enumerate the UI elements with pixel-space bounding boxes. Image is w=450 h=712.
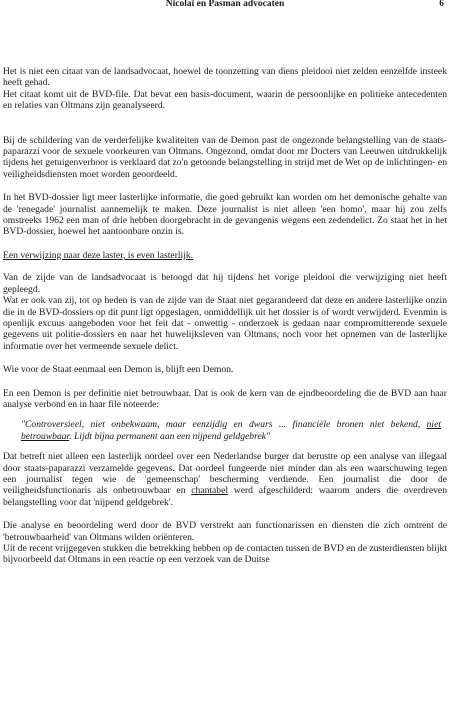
paragraph-5: Van de zijde van de landsadvocaat is betoogd dat hij tijdens het vorige pleidooi die verwijziging niet heeft gepleegd. [3, 272, 447, 295]
spacer [3, 410, 447, 419]
spacer [3, 180, 447, 192]
block-quote [3, 419, 447, 442]
paragraph-3: Bij de schildering van de verderfelijke kwaliteiten van de Demon past de ongezonde belangstelling van de staats-paparazzi voor de sexuele voorkeuren van Oltmans. Ongezond, omdat door mr Docters van Leeuwen uitdrukkelijk tijdens het getuigenverhoor is verklaard dat zo'n getoonde belangstelling in strijd met de Wet op de inlichtingen- en veiligheidsdiensten moet worden geoordeeld. [3, 134, 447, 180]
paragraph-9 [3, 451, 447, 508]
spacer [3, 238, 447, 250]
spacer [3, 442, 447, 451]
section-heading: Een verwijzing naar deze laster, is even lasterlijk. [3, 249, 194, 261]
paragraph-8: En een Demon is per definitie niet betrouwbaar. Dat is ook de kern van de ejndbeoordeling die de BVD aan haar analyse verbond en in haar file noteerde: [3, 387, 447, 410]
paragraph-1: Het is niet een citaat van de landsadvocaat, hoewel de toonzetting van diens pleidooi niet zelden eenzelfde insteek heeft gehad. [3, 66, 447, 89]
p9-text-1: Dat betreft niet alleen een lasterlijk oordeel over een Nederlandse burger dat berustte op een analyse van illegaal door staats-paparazzi verzamelde gegevens. Dat oordeel fungeerde niet minder dan als een waarschuwing tegen een journalist tegen wie de 'gemeenschap' bescherming verdiende. Een journalist die door de veiligheidsfunctionaris als onbetrouwbaar en [3, 451, 447, 497]
paragraph-10: Die analyse en beoordeling werd door de BVD verstrekt aan functionarissen en diensten die zich omtrent de 'betrouwbaarheid' van Oltmans wilden oriënteren. [3, 520, 447, 543]
paragraph-7: Wie voor de Staat eenmaal een Demon is, blijft een Demon. [3, 364, 234, 376]
quote-underlined: niet betrouwbaar [21, 419, 441, 442]
paragraph-2: Het citaat komt uit de BVD-file. Dat bevat een basis-document, waarin de persoonlijke en politieke antecedenten en relaties van Oltmans zijn geanalyseerd. [3, 88, 447, 112]
header-title: Nicolaï en Pasman advocaten [165, 0, 285, 9]
spacer [3, 376, 447, 388]
paragraph-11: Uit de recent vrijgegeven stukken die betrekking hebben op de contacten tussen de BVD en de zusterdiensten blijkt bijvoorbeeld dat Oltmans in een reactie op een verzoek van de Duitse [3, 543, 447, 566]
paragraph-6: Wat er ook van zij, tot op heden is van de zijde van de Staat niet gegarandeerd dat deze en andere lasterlijke onzin die in de BVD-dossiers op dit punt ligt opgeslagen, onmiddellijk uit het dossier is of wordt verwijderd. Evenmin is openlijk excuus aangeboden voor het feit dat - onwettig - onderzoek is gedaan naar compromitterende sexuele gegevens uit politie-dossiers en naar het huwelijksleven van Oltmans, noch voor het opnemen van de lasterlijke informatie over het vermeende sexuele delict. [3, 295, 447, 352]
spacer [3, 352, 447, 364]
spacer [3, 508, 447, 520]
p9-text-2: werd afgeschilderd: waarom anders die overdreven belangstelling voor dat 'nijpend geldgebrek'. [3, 485, 447, 508]
p9-underlined: chantabel [191, 485, 229, 497]
paragraph-4: In het BVD-dossier ligt meer lasterlijke informatie, die goed gebruikt kan worden om het demonische gehalte van de 'renegade' journalist aannemelijk te maken. Deze journalist is niet alleen 'een homo', maar hij zou zelfs omstreeks 1962 een man of drie hebben doorgebracht in de gevangenis wegens een zedendelict. Zo staat het in het BVD-dossier, hoewel het aantoonbare onzin is. [3, 192, 447, 238]
document-body [3, 66, 447, 566]
spacer [3, 112, 447, 135]
page-header [0, 0, 450, 12]
quote-text-1: "Controversieel, niet onbekwaam, maar eenzijdig en dwars ... financiële bronen niet bekend, [21, 419, 427, 431]
page-number: 6 [439, 0, 444, 9]
quote-text-2: . Lijdt bijna permanent aan een nijpend geldgebrek" [69, 430, 270, 442]
